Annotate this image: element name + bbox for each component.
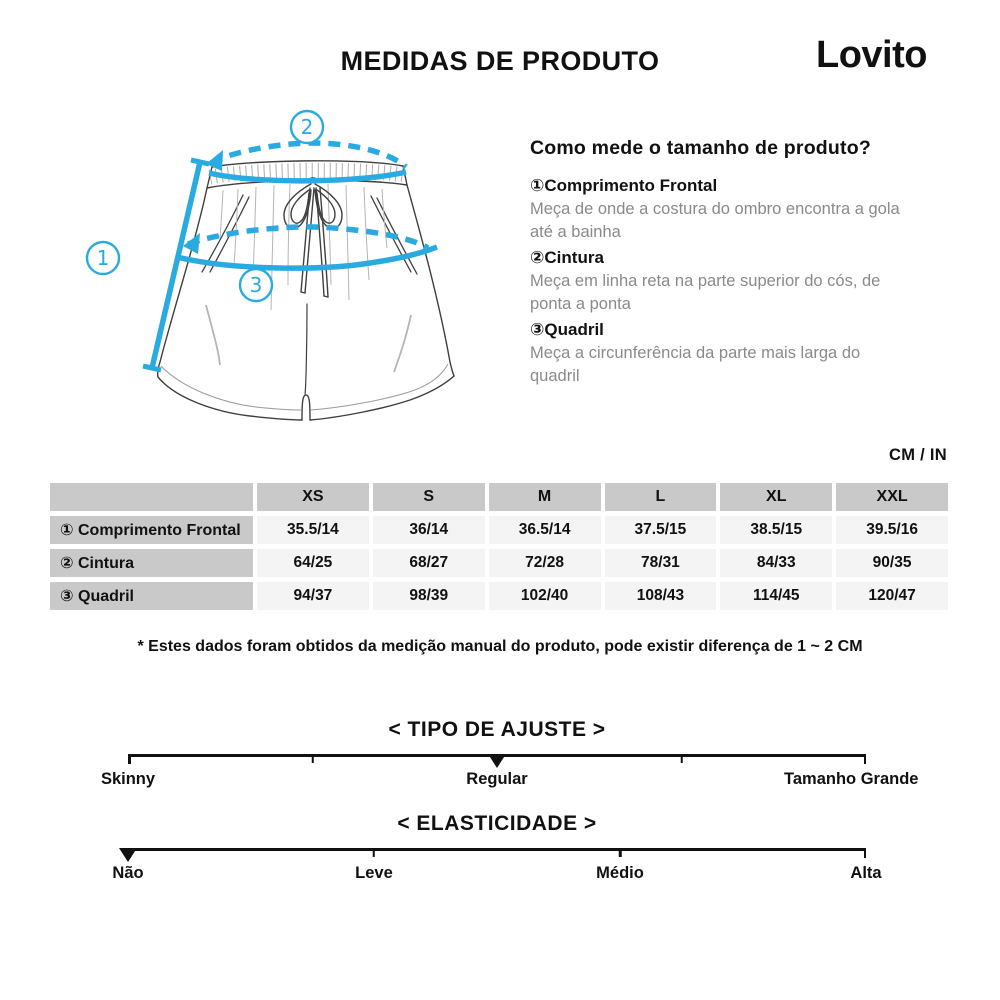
axis-tick-67 bbox=[619, 848, 622, 857]
axis-endcap-right bbox=[864, 754, 867, 764]
axis-tick-33 bbox=[373, 848, 376, 857]
elasticity-axis bbox=[128, 848, 866, 851]
table-corner-cell bbox=[50, 483, 253, 511]
value-front-length-xs: 35.5/14 bbox=[257, 516, 369, 544]
page-title: MEDIDAS DE PRODUTO bbox=[340, 46, 660, 76]
value-front-length-xxl: 39.5/16 bbox=[836, 516, 948, 544]
elasticity-scale bbox=[112, 812, 882, 902]
value-front-length-s: 36/14 bbox=[373, 516, 485, 544]
value-front-length-l: 37.5/15 bbox=[605, 516, 717, 544]
col-header-xl: XL bbox=[720, 483, 832, 511]
value-waist-xxl: 90/35 bbox=[836, 549, 948, 577]
value-waist-xs: 64/25 bbox=[257, 549, 369, 577]
waist-solid-line bbox=[209, 172, 406, 181]
axis-tick-75 bbox=[680, 754, 683, 763]
axis-tick-25 bbox=[311, 754, 314, 763]
measurement-note: * Estes dados foram obtidos da medição manual do produto, pode existir diferença de 1 ~ 2 CM bbox=[137, 638, 863, 655]
elasticity-marker bbox=[119, 848, 137, 862]
badge-number-2: 2 bbox=[300, 115, 314, 139]
value-front-length-xl: 38.5/15 bbox=[720, 516, 832, 544]
axis-endcap-right bbox=[864, 848, 867, 858]
value-hip-s: 98/39 bbox=[373, 582, 485, 610]
col-header-l: L bbox=[605, 483, 717, 511]
length-measure-line bbox=[143, 160, 209, 370]
elasticity-labels bbox=[112, 864, 882, 888]
col-header-xs: XS bbox=[257, 483, 369, 511]
value-hip-l: 108/43 bbox=[605, 582, 717, 610]
measurement-annotations bbox=[87, 111, 437, 370]
axis-endcap-left bbox=[128, 754, 131, 764]
brand-logo: Lovito bbox=[816, 34, 927, 76]
shorts-measurement-diagram bbox=[60, 100, 500, 440]
guide-item-1-label: ①Comprimento Frontal bbox=[530, 176, 718, 195]
fit-type-labels bbox=[100, 770, 919, 794]
fit-label-plus: Tamanho Grande bbox=[784, 770, 919, 788]
fit-type-axis bbox=[128, 754, 866, 757]
fit-type-marker bbox=[488, 754, 506, 768]
guide-item-1-desc: Meça de onde a costura do ombro encontra a gola até a bainha bbox=[530, 200, 900, 241]
row-label-waist: ② Cintura bbox=[50, 549, 253, 577]
elasticity-heading: < ELASTICIDADE > bbox=[397, 812, 597, 835]
guide-heading: Como mede o tamanho de produto? bbox=[530, 137, 871, 159]
row-label-front-length: ① Comprimento Frontal bbox=[50, 516, 253, 544]
drawstring-bow bbox=[284, 178, 342, 297]
unit-label: CM / IN bbox=[888, 446, 947, 464]
guide-item-3-label: ③Quadril bbox=[530, 320, 604, 339]
col-header-xxl: XXL bbox=[836, 483, 948, 511]
value-waist-l: 78/31 bbox=[605, 549, 717, 577]
value-hip-xl: 114/45 bbox=[720, 582, 832, 610]
row-label-hip: ③ Quadril bbox=[50, 582, 253, 610]
fit-type-scale bbox=[100, 718, 919, 808]
elasticity-label-nao: Não bbox=[112, 864, 144, 882]
col-header-m: M bbox=[489, 483, 601, 511]
guide-item-2-desc: Meça em linha reta na parte superior do cós, de ponta a ponta bbox=[530, 272, 881, 313]
value-waist-xl: 84/33 bbox=[720, 549, 832, 577]
value-hip-xs: 94/37 bbox=[257, 582, 369, 610]
value-waist-m: 72/28 bbox=[489, 549, 601, 577]
size-table bbox=[50, 483, 948, 610]
col-header-s: S bbox=[373, 483, 485, 511]
badge-number-1: 1 bbox=[96, 246, 110, 270]
value-waist-s: 68/27 bbox=[373, 549, 485, 577]
shorts-illustration bbox=[60, 100, 500, 440]
measuring-guide bbox=[530, 137, 950, 388]
value-hip-m: 102/40 bbox=[489, 582, 601, 610]
elasticity-label-medio: Médio bbox=[596, 864, 644, 882]
fit-label-skinny: Skinny bbox=[100, 770, 156, 788]
hem-stitch-lines bbox=[161, 364, 448, 410]
value-front-length-m: 36.5/14 bbox=[489, 516, 601, 544]
fit-type-heading: < TIPO DE AJUSTE > bbox=[388, 718, 606, 741]
fit-label-regular: Regular bbox=[466, 770, 528, 788]
elasticity-label-leve: Leve bbox=[355, 864, 393, 882]
guide-item-2-label: ②Cintura bbox=[530, 248, 604, 267]
badge-number-3: 3 bbox=[249, 273, 263, 297]
elasticity-label-alta: Alta bbox=[850, 864, 882, 882]
value-hip-xxl: 120/47 bbox=[836, 582, 948, 610]
waist-arrowhead bbox=[206, 150, 223, 171]
guide-item-3-desc: Meça a circunferência da parte mais larga do quadril bbox=[530, 344, 861, 385]
